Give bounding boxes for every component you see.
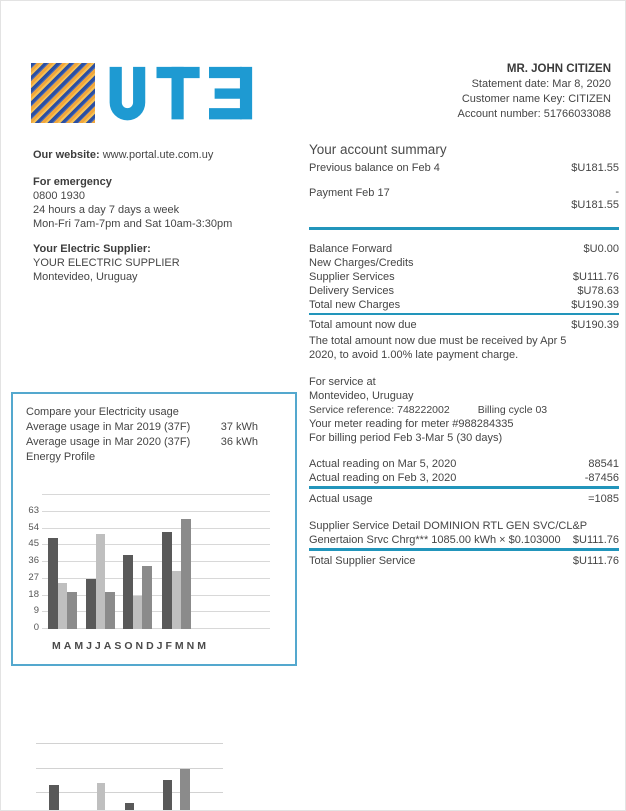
total-due-value: $U190.39 xyxy=(571,319,619,331)
emergency-phone: 0800 1930 xyxy=(33,190,85,202)
avg-2019-row xyxy=(26,420,258,435)
service-city: Montevideo, Uruguay xyxy=(309,390,414,402)
contact-info xyxy=(33,148,295,284)
balance-forward-value: $U0.00 xyxy=(583,243,619,255)
previous-balance-value: $U181.55 xyxy=(571,162,619,174)
account-summary xyxy=(309,142,619,568)
total-new-charges-label: Total new Charges xyxy=(309,299,401,311)
gridline xyxy=(36,743,223,744)
bar xyxy=(96,534,106,629)
avg-2020-row xyxy=(26,435,258,450)
total-supplier-value: $U111.76 xyxy=(572,555,619,567)
bar xyxy=(172,571,182,629)
partial-chart xyxy=(1,721,626,811)
new-charges-row xyxy=(309,256,619,270)
bar xyxy=(181,519,191,629)
divider-rule xyxy=(309,548,619,551)
energy-profile-label: Energy Profile xyxy=(26,451,96,463)
website-line xyxy=(33,148,295,162)
bar xyxy=(125,803,134,811)
gridline xyxy=(42,494,270,495)
energy-profile-x-labels: MAMJJASONDJFMNM xyxy=(52,640,210,652)
bar xyxy=(142,566,152,629)
energy-profile-chart xyxy=(26,480,282,665)
delivery-services-row xyxy=(309,284,619,298)
generation-charge-value: $U111.76 xyxy=(572,534,619,546)
supplier-label: Your Electric Supplier: xyxy=(33,243,151,255)
gridline xyxy=(42,578,270,579)
bar xyxy=(162,532,172,629)
bar xyxy=(97,783,105,811)
energy-profile-y-axis xyxy=(26,494,39,633)
avg-2019-label: Average usage in Mar 2019 (37F) xyxy=(26,421,191,433)
gridline xyxy=(36,768,223,769)
total-new-charges-value: $U190.39 xyxy=(571,299,619,311)
gridline xyxy=(36,792,223,793)
total-supplier-label: Total Supplier Service xyxy=(309,555,416,567)
due-note-line1: The total amount now due must be received by Apr 5 xyxy=(309,335,567,347)
emergency-hours-2: Mon-Fri 7am-7pm and Sat 10am-3:30pm xyxy=(33,218,233,230)
supplier-services-label: Supplier Services xyxy=(309,271,395,283)
reading-row-2 xyxy=(309,471,619,485)
generation-charge-label: Genertaion Srvc Chrg*** 1085.00 kWh × $0.103000 xyxy=(309,534,561,546)
supplier-detail-header: Supplier Service Detail DOMINION RTL GEN SVC/CL&P xyxy=(309,520,588,532)
bar xyxy=(123,555,133,629)
payment-sign: - xyxy=(615,186,619,198)
actual-usage-value: =1085 xyxy=(588,493,619,505)
previous-balance-row xyxy=(309,161,619,175)
account-summary-title: Your account summary xyxy=(309,142,447,157)
reading-row-1 xyxy=(309,457,619,471)
billing-cycle: Billing cycle 03 xyxy=(477,404,548,416)
gridline xyxy=(42,511,270,512)
bar xyxy=(49,785,59,811)
y-tick-label: 0 xyxy=(33,622,39,633)
website-url: www.portal.ute.com.uy xyxy=(102,149,214,161)
for-service-at: For service at xyxy=(309,376,376,388)
supplier-city: Montevideo, Uruguay xyxy=(33,271,138,283)
bar xyxy=(86,579,96,629)
actual-usage-row xyxy=(309,492,619,506)
emergency-label: For emergency xyxy=(33,176,112,188)
bar xyxy=(105,592,115,629)
supplier-services-row xyxy=(309,270,619,284)
bar xyxy=(180,769,190,811)
avg-2020-value: 36 kWh xyxy=(220,436,258,448)
payment-row xyxy=(309,186,619,212)
delivery-services-label: Delivery Services xyxy=(309,285,394,297)
delivery-services-value: $U78.63 xyxy=(577,285,619,297)
usage-box-title: Compare your Electricity usage xyxy=(26,406,179,418)
customer-name: MR. JOHN CITIZEN xyxy=(506,63,611,75)
website-label: Our website: xyxy=(33,149,100,161)
new-charges-label: New Charges/Credits xyxy=(309,257,414,269)
y-tick-label: 63 xyxy=(28,504,39,516)
customer-key: Customer name Key: CITIZEN xyxy=(461,93,611,105)
reading1-label: Actual reading on Mar 5, 2020 xyxy=(309,458,457,470)
y-tick-label: 18 xyxy=(28,588,39,600)
y-tick-label: 27 xyxy=(28,571,39,583)
bar xyxy=(58,583,68,630)
service-reference-row xyxy=(309,403,619,417)
payment-label: Payment Feb 17 xyxy=(309,187,390,199)
total-due-row xyxy=(309,318,619,332)
total-due-label: Total amount now due xyxy=(309,319,417,331)
divider-rule xyxy=(309,486,619,489)
billing-period-line: For billing period Feb 3-Mar 5 (30 days) xyxy=(309,432,503,444)
bar xyxy=(133,596,143,629)
due-note-line2: 2020, to avoid 1.00% late payment charge. xyxy=(309,349,519,361)
total-new-charges-row xyxy=(309,298,619,312)
gridline xyxy=(42,544,270,545)
balance-forward-label: Balance Forward xyxy=(309,243,393,255)
avg-2019-value: 37 kWh xyxy=(220,421,258,433)
emergency-hours-1: 24 hours a day 7 days a week xyxy=(33,204,180,216)
electricity-usage-box xyxy=(11,392,297,666)
meter-line: Your meter reading for meter #988284335 xyxy=(309,418,514,430)
y-tick-label: 54 xyxy=(28,521,39,533)
reading2-value: -87456 xyxy=(584,472,619,484)
y-tick-label: 45 xyxy=(28,538,39,550)
reading1-value: 88541 xyxy=(588,458,619,470)
statement-date: Statement date: Mar 8, 2020 xyxy=(471,78,611,90)
y-tick-label: 9 xyxy=(33,605,39,617)
supplier-name: YOUR ELECTRIC SUPPLIER xyxy=(33,257,180,269)
statement-header xyxy=(457,62,611,122)
payment-value xyxy=(571,186,619,212)
payment-amount: $U181.55 xyxy=(571,199,619,211)
bar xyxy=(67,592,77,629)
supplier-services-value: $U111.76 xyxy=(572,271,619,283)
ute-logo-stripes-icon xyxy=(31,63,95,123)
gridline xyxy=(42,528,270,529)
bar xyxy=(48,538,58,629)
actual-usage-label: Actual usage xyxy=(309,493,373,505)
balance-forward-row xyxy=(309,242,619,256)
service-reference: Service reference: 748222002 xyxy=(309,404,450,416)
y-tick-label: 36 xyxy=(28,555,39,567)
reading2-label: Actual reading on Feb 3, 2020 xyxy=(309,472,457,484)
total-supplier-row xyxy=(309,554,619,568)
bar xyxy=(163,780,172,811)
gridline xyxy=(42,561,270,562)
account-number: Account number: 51766033088 xyxy=(457,108,611,120)
energy-profile-plot xyxy=(42,494,270,629)
divider-rule xyxy=(309,313,619,315)
ute-logo-wordmark-icon xyxy=(104,65,254,125)
previous-balance-label: Previous balance on Feb 4 xyxy=(309,162,440,174)
avg-2020-label: Average usage in Mar 2020 (37F) xyxy=(26,436,191,448)
generation-charge-row xyxy=(309,533,619,547)
